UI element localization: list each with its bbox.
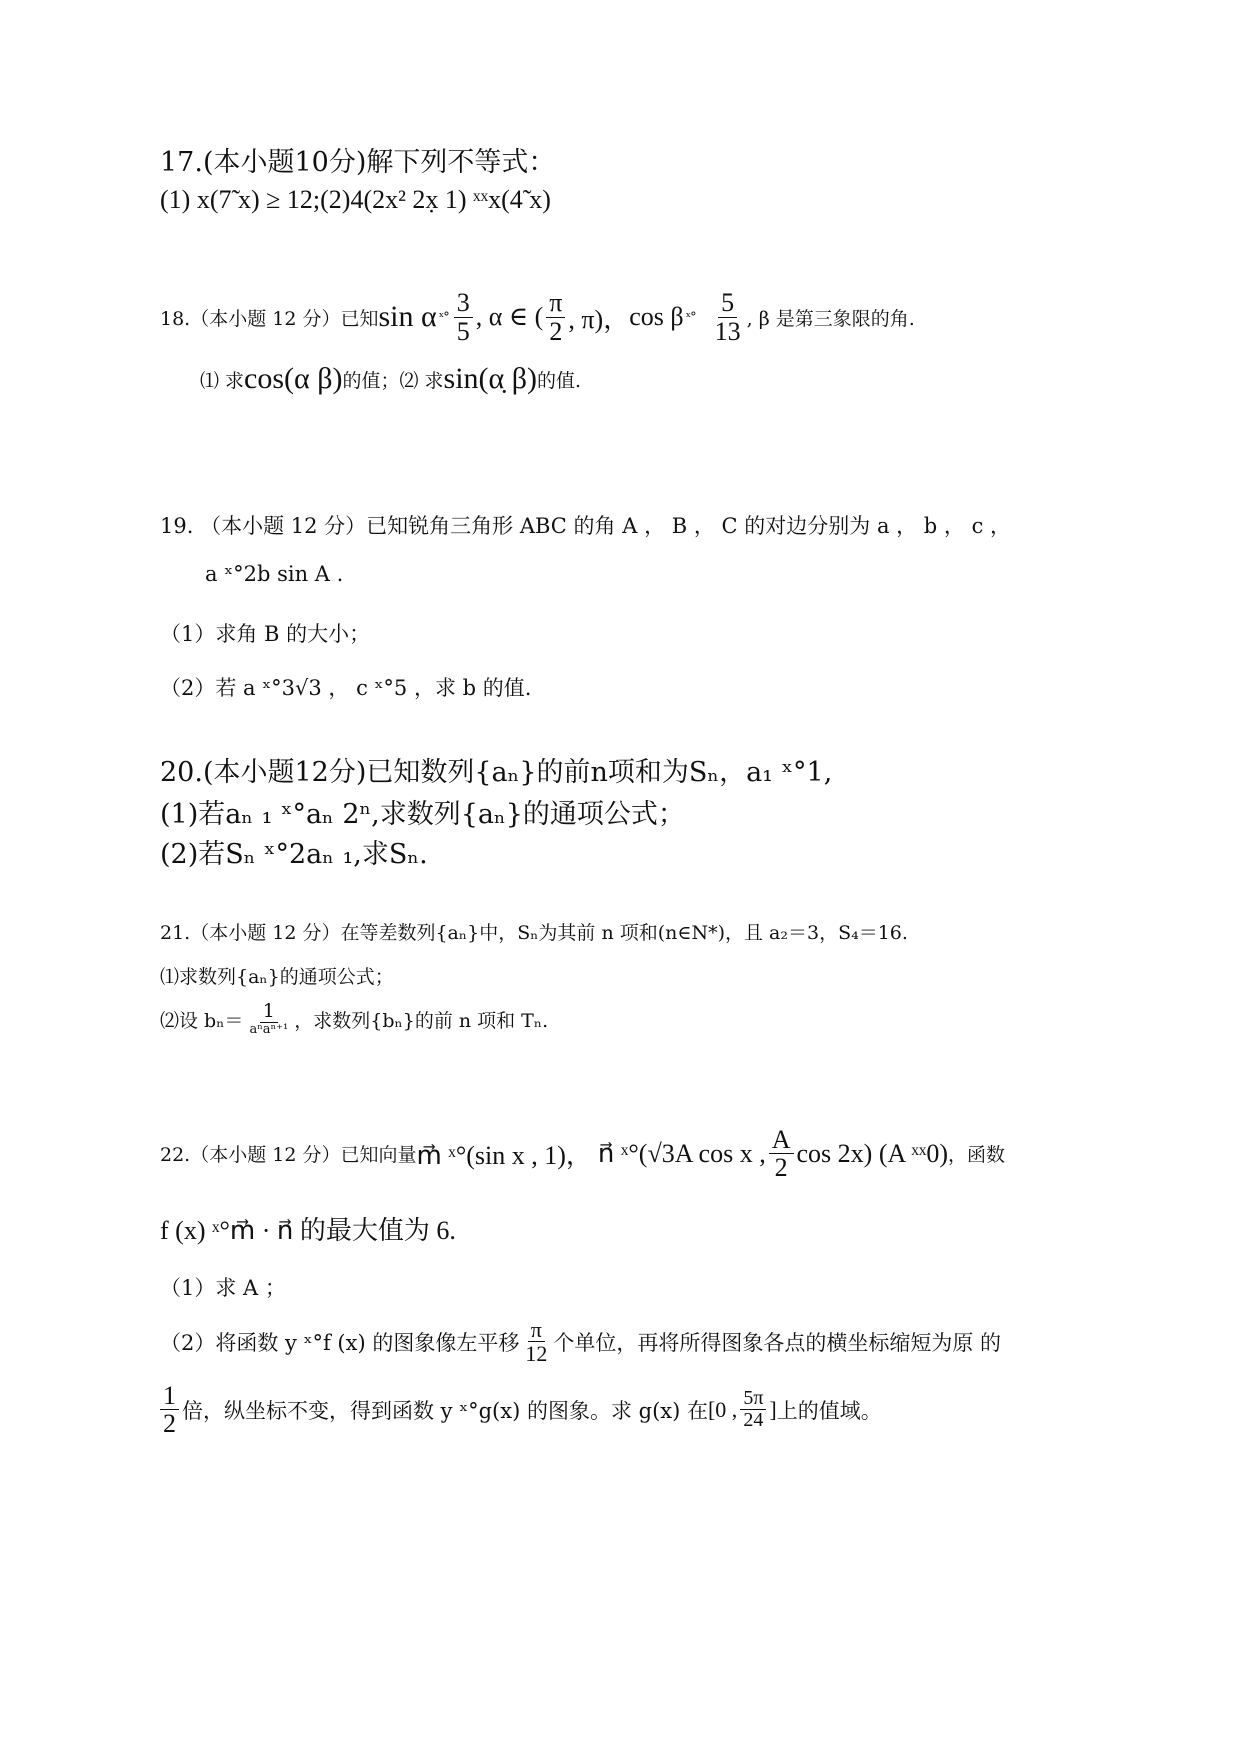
q19-condition: a ˣ°2b sin A . xyxy=(205,562,344,586)
q21-statement: 21.（本小题 12 分）在等差数列{aₙ}中，Sₙ为其前 n 项和(n∈N*)，且 a₂＝3，S₄＝16. xyxy=(160,922,908,944)
q22-int-num: 5π xyxy=(740,1388,766,1410)
q18-fraction-5-13 xyxy=(712,289,744,345)
q22-part2-b: 个单位，再将所得图象各点的横坐标缩短为原 的 xyxy=(553,1330,1002,1355)
q18-line2-b: 的值；⑵ 求 xyxy=(342,369,444,392)
q18-line2-a: ⑴ 求 xyxy=(200,369,245,392)
q18-suffix: , β 是第三象限的角. xyxy=(746,307,915,330)
q18-prefix: 18.（本小题 12 分）已知 xyxy=(160,307,379,330)
q21-part2-a: ⑵设 bₙ＝ xyxy=(160,1009,244,1032)
q18-line2-c: 的值. xyxy=(537,369,582,392)
q22-vector-m: m⃗ ˣ°(sin x , 1)， xyxy=(416,1141,592,1171)
q22-interval-open: [0 , xyxy=(707,1396,738,1422)
q19-part1: （1）求角 B 的大小； xyxy=(160,622,371,646)
q18-statement xyxy=(160,282,915,352)
q22-part2 xyxy=(160,1318,1001,1365)
q18-expr-cos: cos(α β) xyxy=(244,362,343,395)
q17-title: 17.(本小题10分)解下列不等式： xyxy=(160,147,556,178)
q21-part2 xyxy=(160,1002,548,1037)
q22-line1-b: ，函数 xyxy=(948,1144,1006,1167)
q22-frac-num: A xyxy=(769,1126,794,1154)
q18-fraction-pi-2 xyxy=(546,289,565,345)
q21-frac-den: aⁿaⁿ⁺¹ xyxy=(249,1021,289,1037)
q18-sin-alpha: sin α xyxy=(378,300,437,333)
q20-part1: (1)若aₙ ₁ ˣ°aₙ 2ⁿ,求数列{aₙ}的通项公式； xyxy=(160,799,685,830)
q18-f2-den: 2 xyxy=(549,316,563,346)
q18-f3-den: 13 xyxy=(714,316,741,346)
q22-condition xyxy=(160,1210,456,1247)
q22-line1-a: 22.（本小题 12 分）已知向量 xyxy=(160,1144,417,1167)
q22-interval-close: ] xyxy=(769,1396,777,1422)
q20-part2: (2)若Sₙ ˣ°2aₙ ₁,求Sₙ. xyxy=(160,839,428,870)
q18-subquestions xyxy=(200,362,581,396)
q22-fraction-1-2 xyxy=(160,1382,179,1438)
q18-equals-glyph-2: ˣ° xyxy=(685,309,696,325)
q22-frac-den: 2 xyxy=(774,1153,788,1183)
q22-condition-text: f (x) ˣ°m⃗ · n⃗ 的最大值为 6. xyxy=(160,1216,456,1245)
q18-f1-den: 5 xyxy=(456,316,470,346)
q18-f3-num: 5 xyxy=(718,289,737,317)
q22-fraction-pi-12 xyxy=(522,1318,550,1365)
q22-fraction-5pi-24 xyxy=(740,1388,766,1431)
q21-part2-b: ，求数列{bₙ}的前 n 项和 Tₙ. xyxy=(294,1009,549,1032)
q22-part2-d: 上的值域。 xyxy=(776,1398,882,1423)
q19-statement: 19. （本小题 12 分）已知锐角三角形 ABC 的角 A ， B ， C 的对边分别为 a ， b ， c ， xyxy=(160,514,1012,538)
q22-vector-n-tail: cos 2x) (A ˣˣ0) xyxy=(796,1138,949,1168)
q18-alpha-tail: , π)， xyxy=(568,304,630,334)
q22-half-num: 1 xyxy=(160,1382,179,1410)
q22-part1: （1）求 A ； xyxy=(160,1276,286,1300)
q18-alpha-in: , α ∈ ( xyxy=(475,302,544,331)
q21-part1: ⑴求数列{aₙ}的通项公式； xyxy=(160,966,394,988)
q19-part2: （2）若 a ˣ°3√3 ， c ˣ°5 ，求 b 的值. xyxy=(160,676,532,700)
q22-fraction-a-2 xyxy=(769,1126,794,1182)
q22-part2-a: （2）将函数 y ˣ°f (x) 的图象像左平移 xyxy=(160,1330,520,1355)
q18-cos-beta: cos β xyxy=(629,302,684,331)
q18-f1-num: 3 xyxy=(454,289,473,317)
q18-equals-glyph: ˣ° xyxy=(438,309,449,325)
q22-int-den: 24 xyxy=(743,1409,764,1432)
q22-part2-c: 倍，纵坐标不变，得到函数 y ˣ°g(x) 的图象。求 g(x) 在 xyxy=(182,1398,708,1423)
q22-half-den: 2 xyxy=(163,1409,176,1439)
q18-fraction-3-5 xyxy=(454,289,473,345)
q22-vector-n: n⃗ ˣ°(√3A cos x , xyxy=(597,1138,766,1168)
q22-part2-cont xyxy=(160,1382,882,1438)
q21-frac-num: 1 xyxy=(260,1002,278,1023)
q17-inequalities: (1) x(7̃ x) ≥ 12;(2)4(2x² 2x̣ 1) ˣˣx(4̃ x) xyxy=(160,185,551,214)
q22-part2-den: 12 xyxy=(525,1341,548,1367)
q21-fraction xyxy=(246,1002,291,1037)
q22-part2-num: π xyxy=(528,1318,545,1342)
q18-f2-num: π xyxy=(546,289,565,317)
q22-statement xyxy=(160,1126,1005,1182)
q18-expr-sin: sin(α̣ β) xyxy=(443,362,538,395)
q20-statement: 20.(本小题12分)已知数列{aₙ}的前n项和为Sₙ，a₁ ˣ°1, xyxy=(160,757,833,788)
